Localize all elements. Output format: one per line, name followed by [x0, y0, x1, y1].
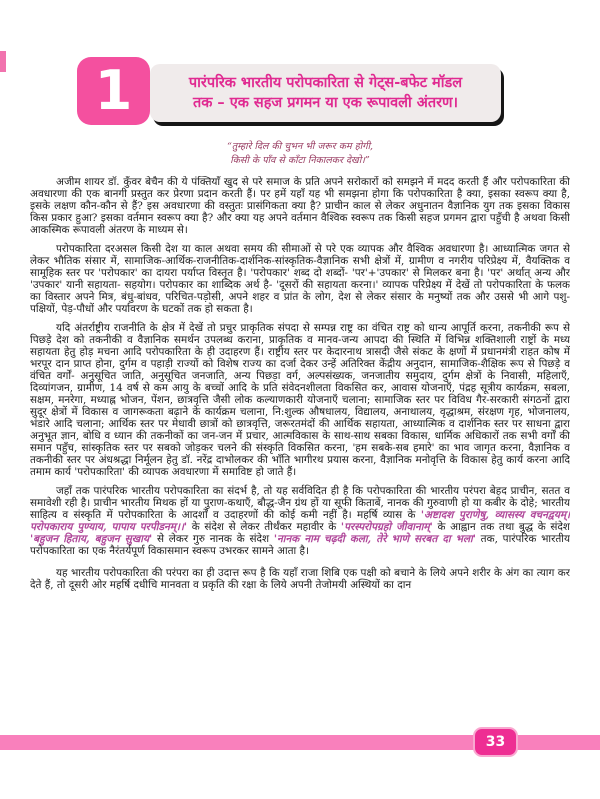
chapter-title-line-1: पारंपरिक भारतीय परोपकारिता से गेट्स-बफेट मॉडल	[188, 75, 463, 91]
chapter-number-box	[77, 57, 150, 125]
epigraph-line-2: किसी के पाँव से काँटा निकालकर देखो।”	[230, 155, 370, 166]
paragraph-5: यह भारतीय परोपकारिता की परंपरा का ही उदात्त रूप है कि यहाँ राजा शिबि एक पक्षी को बचाने के लिये अपने शरीर के अंग का त्याग कर देते हैं, तो दूसरी ओर महर्षि दधीचि मानवता व प्रकृति की रक्षा के लिये अपनी तेजोमयी अस्थियों का दान	[30, 567, 570, 591]
paragraph-4-text: जहाँ तक पारंपरिक भारतीय परोपकारिता का संदर्भ है, तो यह सर्वविदित ही है कि परोपकारिता की भारतीय परंपरा बेहद प्राचीन, सतत व समावेशी रही है। प्राचीन भारतीय मिथक हों या पुराण-कथाएँ, बौद्ध-जैन ग्रंथ हों या सूफी किताबें, नानक की गुरुवाणी हो या कबीर के दोहे; भारतीय साहित्य व संस्कृति में परोपकारिता के आदर्शों व उदाहरणों की कोई कमी नहीं है। महर्षि व्यास के	[30, 485, 570, 521]
paragraph-2: परोपकारिता दरअसल किसी देश या काल अथवा समय की सीमाओं से परे एक व्यापक और वैश्विक अवधारणा है। आध्यात्मिक जगत से लेकर भौतिक संसार में, सामाजिक-आर्थिक-राजनीतिक-दार्शनिक-सांस्कृतिक-वैज्ञानिक सभी क्षेत्रों में, ग्रामीण व नगरीय परिप्रेक्ष्य में, वैयक्तिक व सामूहिक स्तर पर 'परोपकार' का दायरा पर्याप्त विस्तृत है। 'परोपकार' शब्द दो शब्दों- 'पर'+'उपकार' से मिलकर बना है। 'पर' अर्थात् अन्य और 'उपकार' यानी सहायता- सहयोग। परोपकार का शाब्दिक अर्थ है- 'दूसरों की सहायता करना।' व्यापक परिप्रेक्ष्य में देखें तो परोपकारिता के फलक का विस्तार अपने मित्र, बंधु-बांधव, परिचित-पड़ोसी, अपने शहर व प्रांत के लोग, देश से लेकर संसार के मनुष्यों तक और उससे भी आगे पशु-पक्षियों, पेड़-पौधों और पर्यावरण के घटकों तक हो सकता है।	[30, 243, 570, 315]
page-edge-tab	[0, 51, 6, 72]
sanskrit-quote-buddha: 'बहुजन हिताय, बहुजन सुखाय'	[30, 533, 153, 545]
paragraph-4	[30, 485, 570, 557]
epigraph-line-1: “तुम्हारे दिल की चुभन भी जरूर कम होगी,	[226, 141, 374, 152]
body-text	[30, 176, 570, 733]
paragraph-3: यदि अंतर्राष्ट्रीय राजनीति के क्षेत्र में देखें तो प्रचुर प्राकृतिक संपदा से सम्पन्न राष्ट्र का वंचित राष्ट्र को धान्य आपूर्ति करना, तकनीकी रूप से पिछड़े देश को तकनीकी व वैज्ञानिक समर्थन उपलब्ध कराना, प्राकृतिक व मानव-जन्य आपदा की स्थिति में विभिन्न शक्तिशाली राष्ट्रों के मध्य सहायता हेतु होड़ मचना आदि परोपकारिता के ही उदाहरण हैं। राष्ट्रीय स्तर पर केदारनाथ त्रासदी जैसे संकट के क्षणों में प्रधानमंत्री राहत कोष में भरपूर दान प्राप्त होना, दुर्गम व पहाड़ी राज्यों को विशेष राज्य का दर्जा देकर उन्हें अतिरिक्त केंद्रीय अनुदान, सामाजिक-शैक्षिक रूप से पिछड़े व वंचित वर्गों- अनुसूचित जाति, अनुसूचित जनजाति, अन्य पिछड़ा वर्ग, अल्पसंख्यक, जनजातीय समुदाय, दुर्गम क्षेत्रों के निवासी, महिलाएँ, दिव्यांगजन, ग्रामीण, 14 वर्ष से कम आयु के बच्चों आदि के प्रति संवेदनशीलता विकसित कर, आवास योजनाएँ, पंद्रह सूत्रीय कार्यक्रम, सबला, सक्षम, मनरेगा, मध्याह्न भोजन, पेंशन, छात्रवृत्ति जैसी लोक कल्याणकारी योजनाएँ चलाना; सामाजिक स्तर पर विविध गैर-सरकारी संगठनों द्वारा सुदूर क्षेत्रों में विकास व जागरूकता बढ़ाने के कार्यक्रम चलाना, नि:शुल्क औषधालय, विद्यालय, अनाथालय, वृद्धाश्रम, संरक्षण गृह, भोजनालय, भंडारे आदि चलाना; आर्थिक स्तर पर मेधावी छात्रों को छात्रवृत्ति, जरूरतमंदों की आर्थिक सहायता, आध्यात्मिक व दार्शनिक स्तर पर साधना द्वारा अनुभूत ज्ञान, बोधि व ध्यान की तकनीकों का जन-जन में प्रचार, आत्मविकास के साथ-साथ सबका विकास, धार्मिक अधिकारों तक सभी वर्गों की समान पहुँच, सांस्कृतिक स्तर पर सबको जोड़कर चलने की संस्कृति विकसित करना, 'हम सबके-सब हमारे' का भाव जागृत करना, वैज्ञानिक व तकनीकी स्तर पर अंधश्रद्धा निर्मूलन हेतु डॉ. नरेंद्र दाभोलकर की भाँति भागीरथ प्रयास करना, वैज्ञानिक मनोवृत्ति के विकास हेतु कार्य करना आदि तमाम कार्य 'परोपकारिता' की व्यापक अवधारणा में समाविष्ट हो जाते हैं।	[30, 322, 570, 478]
chapter-title-line-2: तक – एक सहज प्रगमन या एक रूपावली अंतरण।	[192, 95, 459, 111]
chapter-number: 1	[94, 59, 133, 122]
paragraph-4-text: के आह्वान तक तथा बुद्ध के संदेश	[432, 521, 570, 533]
quote-guru-nanak: 'नानक नाम चढ़दी कला, तेरे भाणे सरबत दा भला'	[273, 533, 476, 545]
paragraph-4-text: के संदेश से लेकर तीर्थंकर महावीर के	[187, 521, 341, 533]
paragraph-1: अजीम शायर डॉ. कुँवर बेचैन की ये पंक्तियाँ खुद से परे समाज के प्रति अपने सरोकारों को समझने में मदद करती हैं और परोपकारिता की अवधारणा की एक बानगी प्रस्तुत कर प्रेरणा प्रदान करती हैं। पर हमें यहाँ यह भी समझना होगा कि परोपकारिता है क्या, इसका स्वरूप क्या है, इसके लक्षण कौन-कौन से हैं? इस अवधारणा की वस्तुतः प्रासंगिकता क्या है? प्राचीन काल से लेकर अधुनातन वैज्ञानिक युग तक इसका विकास किस प्रकार हुआ? इसका वर्तमान स्वरूप क्या है? और क्या यह अपने वर्तमान वैश्विक स्वरूप तक किसी सहज प्रगमन द्वारा पहुँची है अथवा किसी आकस्मिक रूपावली अंतरण के माध्यम से।	[30, 176, 570, 236]
paragraph-4-text: से लेकर गुरु नानक के संदेश	[152, 533, 274, 545]
sanskrit-quote-mahavira: 'परस्परोपग्रहो जीवानाम्'	[340, 521, 433, 533]
epigraph-quote	[0, 140, 600, 168]
page-number: 33	[485, 734, 506, 750]
chapter-title-box	[150, 64, 501, 122]
sanskrit-quote-vyasa: 'अष्टादश पुराणेषु, व्यासस्य वचनद्वयम्। परोपकाराय पुण्याय, पापाय परपीडनम्।।'	[30, 509, 570, 533]
paragraph-4-text: तक, पारंपरिक भारतीय परोपकारिता का एक नैरंतर्यपूर्ण विकासमान स्वरूप उभरकर सामने आता है।	[30, 533, 570, 557]
page-number-badge	[473, 727, 518, 757]
